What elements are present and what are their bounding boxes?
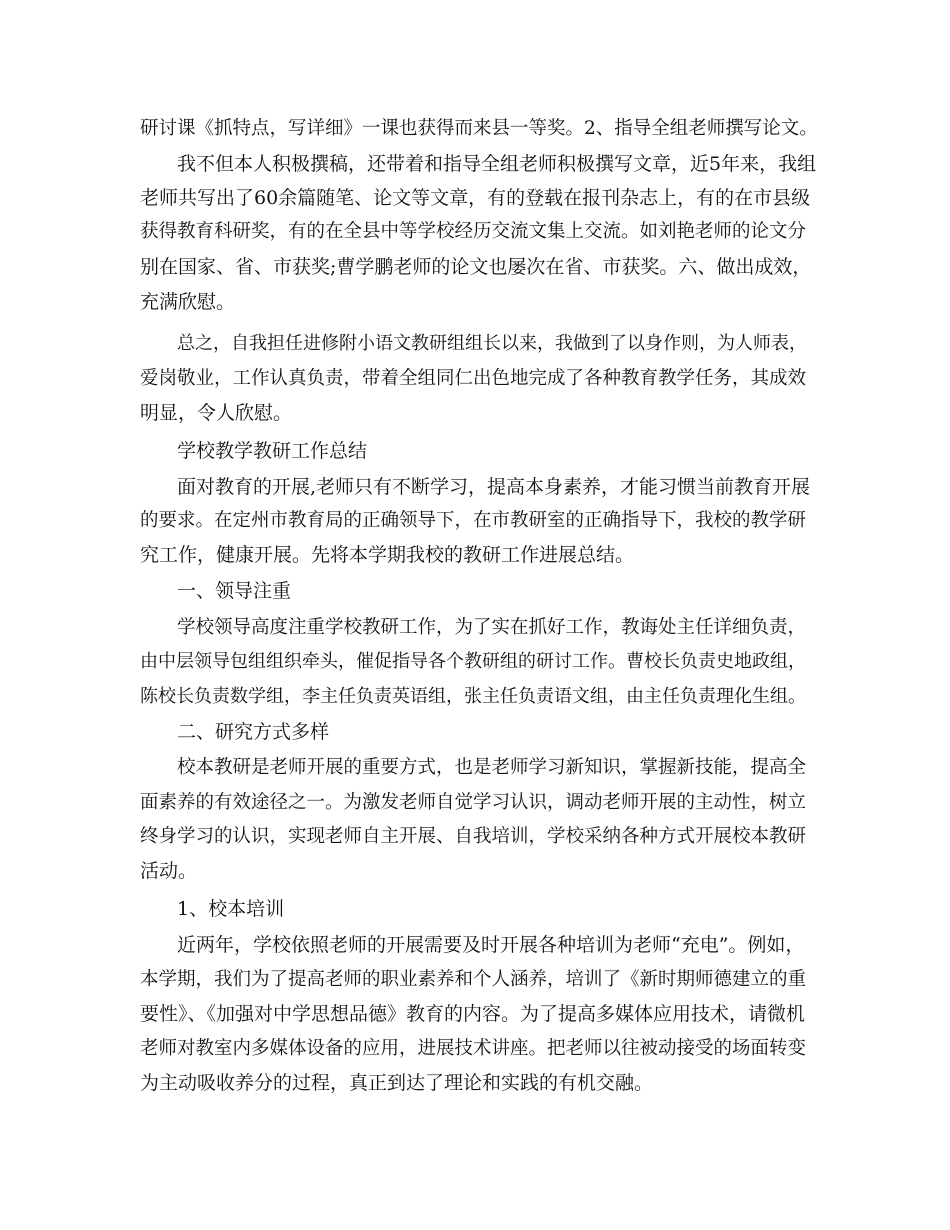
text-line: 总之，自我担任进修附小语文教研组组长以来，我做到了以身作则，为人师表，: [177, 333, 807, 354]
section-heading: 1、校本培训: [177, 898, 285, 920]
text-line: 爱岗敬业，工作认真负责，带着全组同仁出色地完成了各种教育教学任务，其成效: [140, 368, 807, 389]
text-line: 面素养的有效途径之一。为激发老师自觉学习认识，调动老师开展的主动性，树立: [140, 792, 807, 813]
text-line: 为主动吸收养分的过程，真正到达了理论和实践的有机交融。: [140, 1072, 654, 1094]
text-line: 明显，令人欣慰。: [140, 402, 293, 424]
text-line: 充满欣慰。: [140, 291, 236, 313]
section-heading: 一、领导注重: [177, 580, 292, 602]
text-line: 学校领导高度注重学校教研工作，为了实在抓好工作，教诲处主任详细负责，: [177, 617, 807, 638]
text-line: 由中层领导包组组织牵头，催促指导各个教研组的研讨工作。曹校长负责史地政组，: [140, 651, 806, 672]
text-line: 老师共写出了60余篇随笔、论文等文章，有的登载在报刊杂志上，有的在市县级: [140, 187, 811, 209]
text-line: 要性》、《加强对中学思想品德》教育的内容。为了提高多媒体应用技术，请微机: [140, 1003, 806, 1025]
text-line: 我不但本人积极撰稿，还带着和指导全组老师积极撰写文章，近5年来，我组: [177, 153, 817, 175]
text-line: 陈校长负责数学组，李主任负责英语组，张主任负责语文组，由主任负责理化生组。: [140, 686, 806, 707]
text-line: 面对教育的开展,老师只有不断学习，提高本身素养，才能习惯当前教育开展: [177, 476, 811, 498]
section-heading: 二、研究方式多样: [177, 721, 330, 743]
text-line: 终身学习的认识，实现老师自主开展、自我培训，学校采纳各种方式开展校本教研: [140, 826, 807, 847]
text-line: 获得教育科研奖，有的在全县中等学校经历交流文集上交流。如刘艳老师的论文分: [140, 221, 807, 242]
text-line: 校本教研是老师开展的重要方式，也是老师学习新知识，掌握新技能，提高全: [177, 757, 807, 778]
text-line: 研讨课《抓特点，写详细》一课也获得而来县一等奖。2、指导全组老师撰写论文。: [140, 118, 818, 139]
text-line: 近两年，学校依照老师的开展需要及时开展各种培训为老师“充电”。例如，: [177, 934, 805, 956]
text-line: 究工作，健康开展。先将本学期我校的教研工作进展总结。: [140, 544, 635, 566]
section-heading: 学校教学教研工作总结: [177, 440, 368, 462]
text-line: 本学期，我们为了提高老师的职业素养和个人涵养，培训了《新时期师德建立的重: [140, 969, 807, 990]
text-line: 活动。: [140, 860, 198, 882]
text-line: 老师对教室内多媒体设备的应用，进展技术讲座。把老师以往被动接受的场面转变: [140, 1038, 807, 1059]
text-line: 别在国家、省、市获奖;曹学鹏老师的论文也屡次在省、市获奖。六、做出成效，: [140, 256, 812, 278]
text-line: 的要求。在定州市教育局的正确领导下，在市教研室的正确指导下，我校的教学研: [140, 510, 807, 531]
